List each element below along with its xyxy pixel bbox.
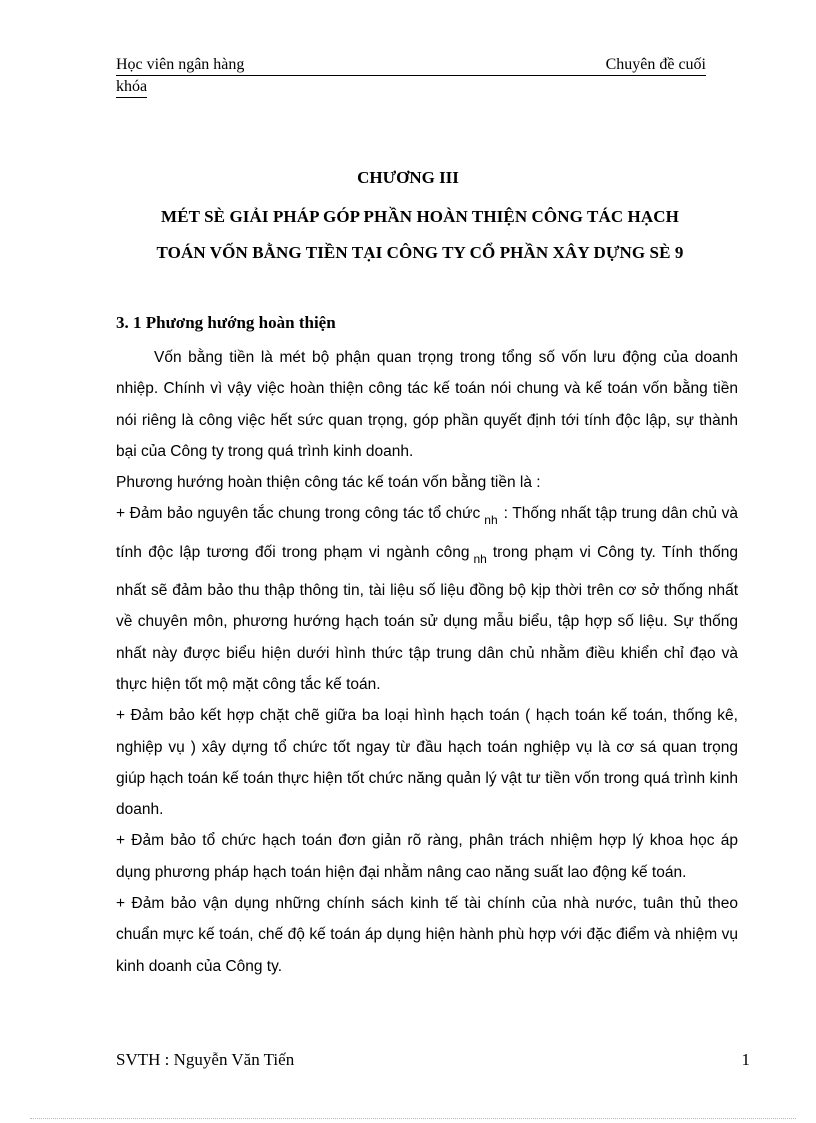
page-footer — [116, 1050, 750, 1070]
paragraph-intro: Vốn bằng tiền là mét bộ phận quan trọng trong tổng số vốn lưu động của doanh nhiệp. Chính vì vậy việc hoàn thiện công tác kế toán nói chung và kế toán vốn bằng tiền nói riêng là công việc hết sức quan trọng, góp phần quyết định tới tính độc lập, sự thành bại của Công ty trong quá trình kinh doanh. — [116, 349, 738, 460]
page-number: 1 — [741, 1050, 750, 1069]
paragraph-policy: + Đảm bảo vận dụng những chính sách kinh tế tài chính của nhà nước, tuân thủ theo chuẩn mực kế toán, chế độ kế toán áp dụng hiện hành phù hợp với đặc điểm và nhiệm vụ kinh doanh của Công ty. — [116, 895, 738, 975]
paragraph-principle — [116, 498, 738, 700]
header-left: Học viên ngân hàng — [116, 56, 245, 73]
page-bottom-divider — [30, 1118, 796, 1119]
subscript-2: nh — [473, 551, 487, 566]
principle-part-1: + Đảm bảo nguyên tắc chung trong công tác tổ chức — [116, 505, 481, 523]
header-right-continued: khóa — [116, 77, 147, 98]
subscript-1: nh — [484, 513, 498, 528]
header-row — [116, 54, 706, 76]
paragraph-combination: + Đảm bảo kết hợp chặt chẽ giữa ba loại hình hạch toán ( hạch toán kế toán, thống kê, nghiệp vụ ) xây dựng tổ chức tốt ngay từ đầu hạch toán nghiệp vụ là cơ sá quan trọng giúp hạch toán kế toán thực hiện tốt chức năng quản lý vật tư tiền vốn trong quá trình kinh doanh. — [116, 707, 738, 819]
paragraph-organization: + Đảm bảo tổ chức hạch toán đơn giản rõ ràng, phân trách nhiệm hợp lý khoa học áp dụng phương pháp hạch toán hiện đại nhằm nâng cao năng suất lao động kế toán. — [116, 832, 738, 881]
header-right: Chuyên đề cuối — [605, 56, 706, 73]
paragraph-direction: Phương hướng hoàn thiện công tác kế toán vốn bằng tiền là : — [116, 474, 541, 492]
chapter-heading: CHƯƠNG III — [357, 168, 459, 187]
footer-student: SVTH : Nguyễn Văn Tiến — [116, 1050, 295, 1069]
page-header — [116, 54, 706, 98]
section-heading: 3. 1 Phương hướng hoàn thiện — [116, 313, 336, 332]
principle-part-3: trong phạm vi Công ty. Tính thống nhất sẽ đảm bảo thu thập thông tin, tài liệu số liệu đồng bộ kịp thời trên cơ sở thống nhất về chuyên môn, phương hướng hạch toán sử dụng mẫu biểu, tập hợp số liệu. Sự thống nhất này được biểu hiện dưới hình thức tập trung dân chủ nhằm điều khiển chỉ đạo và thực hiện tốt mộ mặt công tắc kế toán. — [116, 543, 738, 693]
chapter-title-line-2: TOÁN VỐN BẰNG TIỀN TẠI CÔNG TY CỔ PHẦN XÂY DỰNG SÈ 9 — [156, 243, 684, 262]
principle-part-2: : Thống nhất tập trung dân chủ và tính độc lập tương đối trong phạm vi ngành công — [116, 505, 738, 561]
chapter-title-line-1: MÉT SÈ GIẢI PHÁP GÓP PHẦN HOÀN THIỆN CÔNG TÁC HẠCH — [161, 207, 679, 226]
body-text — [116, 342, 738, 982]
